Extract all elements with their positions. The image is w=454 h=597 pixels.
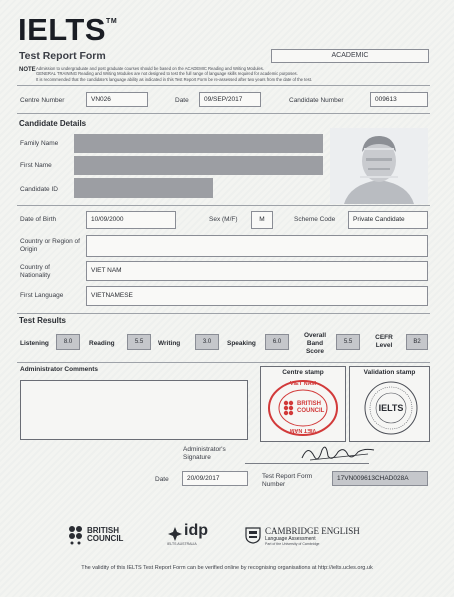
overall-band-score: 5.5 (336, 334, 360, 350)
listening-score: 8.0 (56, 334, 80, 350)
overall-band-label: Overall Band Score (303, 332, 327, 355)
writing-score: 3.0 (195, 334, 219, 350)
idp-subtext: IELTS AUSTRALIA (167, 542, 197, 546)
admin-comments-label: Administrator Comments (20, 366, 99, 373)
trf-number-label: Test Report Form Number (262, 473, 313, 488)
centre-stamp-box (260, 366, 346, 442)
module-field: ACADEMIC (271, 49, 429, 63)
cambridge-logo (244, 525, 394, 549)
idp-text: idp (184, 522, 208, 539)
sex-label: Sex (M/F) (209, 216, 238, 223)
candidate-number-label: Candidate Number (289, 97, 344, 104)
family-name-redacted (74, 134, 323, 153)
validation-stamp-box (349, 366, 430, 442)
first-name-label: First Name (20, 162, 52, 169)
divider (17, 85, 430, 86)
divider (17, 313, 430, 314)
country-region-field (86, 235, 428, 257)
centre-number-field: VN026 (86, 92, 148, 107)
cambridge-subtext-2: Part of the University of Cambridge (265, 542, 320, 546)
stamp-main-text: BRITISH COUNCIL (297, 401, 325, 414)
reading-label: Reading (89, 340, 115, 347)
ielts-logo: IELTS™ (18, 12, 118, 47)
validation-text: IELTS (378, 403, 404, 413)
nationality-field: VIET NAM (86, 261, 428, 281)
scheme-code-field: Private Candidate (348, 211, 428, 229)
cefr-label: CEFR Level (375, 334, 393, 349)
centre-stamp-seal (266, 378, 340, 438)
sex-field: M (251, 211, 273, 229)
note-text: Admission to undergraduate and post graduate courses should be based on the ACADEMIC Reading and Writing Modules. GENERAL TRAINING Reading and Writing Modules are not designed to test the full range of language skills required for academic purposes. It is recommended that the candidate's language ability as indicated in this Test Report Form be re-assessed after two years from the date of the test. (36, 66, 313, 82)
admin-comments-box (20, 380, 248, 440)
date-label: Date (175, 97, 189, 104)
first-name-redacted (74, 156, 323, 175)
validation-stamp-label: Validation stamp (363, 369, 416, 376)
cambridge-subtext: Language Assessment (265, 536, 316, 542)
test-results-title: Test Results (19, 316, 66, 325)
scheme-code-label: Scheme Code (294, 216, 336, 223)
trf-number-field: 17VN009613CHAD028A (332, 471, 428, 486)
dob-field: 10/09/2000 (86, 211, 176, 229)
cefr-level: B2 (406, 334, 428, 350)
stamp-bottom-text: VIET NAM (289, 427, 317, 433)
family-name-label: Family Name (20, 140, 59, 147)
reading-score: 5.5 (127, 334, 151, 350)
british-council-text: BRITISH COUNCIL (87, 526, 124, 543)
candidate-photo (330, 128, 428, 204)
centre-stamp-label: Centre stamp (282, 369, 324, 376)
candidate-details-title: Candidate Details (19, 119, 87, 128)
divider (17, 113, 430, 114)
writing-label: Writing (158, 340, 181, 347)
speaking-label: Speaking (227, 340, 256, 347)
verification-note: The validity of this IELTS Test Report Form can be verified online by recognising organisations at http://ielts.ucles.org.uk (81, 565, 373, 571)
validation-seal (363, 380, 419, 436)
note-label: NOTE (19, 67, 36, 73)
dob-label: Date of Birth (20, 216, 57, 223)
centre-number-label: Centre Number (20, 97, 65, 104)
divider (17, 362, 430, 363)
issue-date-field: 20/09/2017 (182, 471, 248, 486)
candidate-number-field: 009613 (370, 92, 428, 107)
candidate-id-redacted (74, 178, 213, 198)
idp-logo (167, 524, 227, 548)
candidate-id-label: Candidate ID (20, 186, 58, 193)
country-region-label: Country or Region of Origin (20, 238, 80, 253)
admin-signature-label: Administrator's Signature (183, 446, 226, 461)
nationality-label: Country of Nationality (20, 264, 51, 279)
divider (17, 205, 430, 206)
british-council-logo (68, 525, 138, 545)
stamp-top-text: VIET NAM (289, 381, 317, 387)
speaking-score: 6.0 (265, 334, 289, 350)
test-date-field: 09/SEP/2017 (199, 92, 261, 107)
first-language-field: VIETNAMESE (86, 286, 428, 306)
listening-label: Listening (20, 340, 49, 347)
form-title: Test Report Form (19, 50, 106, 62)
signature-scribble (298, 440, 378, 466)
first-language-label: First Language (20, 292, 64, 299)
issue-date-label: Date (155, 476, 169, 483)
cambridge-text: CAMBRIDGE ENGLISH (265, 526, 360, 536)
